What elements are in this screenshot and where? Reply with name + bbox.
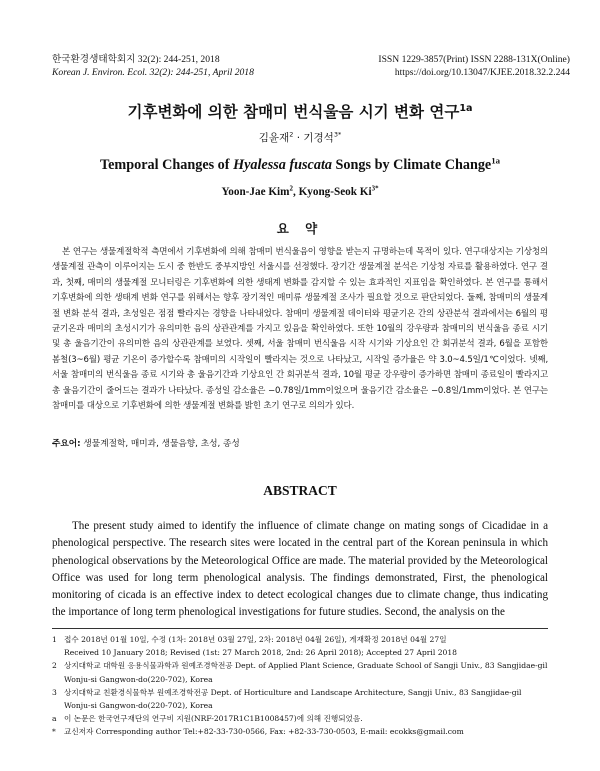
footnote-mark: a xyxy=(52,714,57,724)
footnote-affiliation-3 xyxy=(52,686,552,712)
author-separator: · xyxy=(293,132,304,144)
footnote-text: Wonju-si Gangwon-do(220-702), Korea xyxy=(64,701,213,711)
author-separator-english: , xyxy=(292,186,299,198)
title-english-post: Songs by Climate Change xyxy=(331,157,492,173)
footnotes xyxy=(52,633,552,739)
footnote-text: 이 논문은 한국연구재단의 연구비 지원(NRF-2017R1C1B1008457)에 의해 진행되었음. xyxy=(64,714,363,724)
footnote-divider xyxy=(52,628,548,629)
footnote-mark: 2 xyxy=(52,661,57,671)
author-1-english-affil: 2 xyxy=(289,184,293,193)
doi-link[interactable]: https://doi.org/10.13047/KJEE.2018.32.2.244 xyxy=(394,67,570,78)
title-korean xyxy=(0,100,600,122)
authors-korean xyxy=(0,130,600,145)
footnote-mark: 1 xyxy=(52,635,57,644)
footnote-text: Wonju-si Gangwon-do(220-702), Korea xyxy=(64,674,213,684)
title-english-footnote-mark[interactable]: 1a xyxy=(491,155,501,166)
footnote-text: 상지대학교 대학원 응용식물과학과 원예조경학전공 Dept. of Applied Plant Science, Graduate School of Sangji Univ., 83 Sangjidae-gil xyxy=(64,661,548,671)
author-2-english-affil: 3* xyxy=(371,184,379,193)
footnote-text: 접수 2018년 01월 10일, 수정 (1차: 2018년 03월 27일, 2차: 2018년 04월 26일), 게재확정 2018년 04월 27일 xyxy=(64,635,447,644)
title-english-species: Hyalessa fuscata xyxy=(233,157,332,173)
author-1-korean-affil: 2 xyxy=(289,130,294,139)
title-korean-footnote-mark[interactable]: 1a xyxy=(459,102,473,114)
journal-citation-kr: 한국환경생태학회지 32(2): 244-251, 2018 xyxy=(52,54,220,65)
keywords-label: 주요어: xyxy=(52,439,81,449)
author-2-korean-affil: 3* xyxy=(333,130,342,139)
author-1-english: Yoon-Jae Kim xyxy=(221,186,290,198)
journal-citation-en: Korean J. Environ. Ecol. 32(2): 244-251, April 2018 xyxy=(52,67,254,78)
journal-identifiers xyxy=(378,53,570,79)
keywords xyxy=(52,437,548,449)
footnote-text: 상지대학교 친환경식물학부 원예조경학전공 Dept. of Horticulture and Landscape Architecture, Sangji Univ., 83 Sangjidae-gil xyxy=(64,687,522,697)
title-english xyxy=(0,157,600,174)
keywords-list: 생물계절학, 매미과, 생물음향, 초성, 종성 xyxy=(80,439,240,449)
english-abstract-body: The present study aimed to identify the influence of climate change on mating songs of Cicadidae in a phenological perspective. The research sites were located in the central part of the Korean peninsula in which phenological observations by the Meteorological Office are made. The material provided by the Meteorological Office was used for long term phenological analysis. The findings demonstrated, First, the phenological monitoring of cicada is an effective index to detect ecological changes due to climate change, thus indicating the importance of long term phenological investigations for future studies. Second, the analysis on the xyxy=(52,520,548,619)
korean-abstract-heading: 요 약 xyxy=(276,221,324,236)
footnote-received xyxy=(52,633,552,659)
footnote-text: Received 10 January 2018; Revised (1st: 27 March 2018, 2nd: 26 April 2018); Accepted 27 April 2018 xyxy=(64,648,458,658)
journal-citation xyxy=(52,53,254,79)
author-2-english: Kyong-Seok Ki xyxy=(298,186,372,198)
footnote-corresponding-author xyxy=(52,725,552,738)
author-1-korean: 김윤재 xyxy=(258,132,290,144)
issn: ISSN 1229-3857(Print) ISSN 2288-131X(Online) xyxy=(378,54,570,65)
footnote-affiliation-2 xyxy=(52,659,552,685)
title-korean-text: 기후변화에 의한 참매미 번식울음 시기 변화 연구 xyxy=(127,103,460,121)
korean-abstract-body: 본 연구는 생물계절학적 측면에서 기후변화에 의해 참매미 번식울음이 영향을 받는지 규명하는데 목적이 있다. 연구대상지는 기상청의 생물계절 관측이 이루어지는 도시 중 한반도 중부지방인 서울시를 선정했다. 장기간 생물계절 분석은 기상청 자료를 활용하였다. 연구 결과, 첫째, 매미의 생물계절 모니터링은 기후변화에 의한 생태계 변화를 감지할 수 있는 효과적인 지표임을 확인하였다. 본 연구를 통해서 기후변화에 의한 생태계 변화 연구를 위해서는 향후 장기적인 매미류 생물계절 조사가 필요할 것으로 판단되었다. 둘째, 참매미의 생물계절 변화 분석 결과, 초성일은 점점 빨라지는 경향을 나타내었다. 참매미 생물계절 데이터와 평균기온 간의 상관분석 결과에서는 6월의 평균기온과 매미의 초성시기가 유의미한 음의 상관관계를 가지고 있음을 확인하였다. 또한 10월의 강우량과 참매미의 번식울음 종료 시기 및 총 울음기간이 유의미한 음의 상관관계를 보였다. 셋째, 서울 참매미 번식울음 시작 시기와 기상요인 간 회귀분석 결과, 6월을 포함한 봄철(3~6월) 평균 기온이 증가할수록 참매미의 시작일이 빨라지는 것으로 나타났고, 시작일 증가율은 약 3.0~4.5일/1℃이었다. 넷째, 서울 참매미의 번식울음 종료 시기와 총 울음기간과 기상요인 간 회귀분석 결과, 10월 평균 강우량이 증가하면 참매미 종료일이 빨라지고 총 울음기간이 줄어드는 결과가 나타났다. 종성일 감소율은 −0.78일/1mm이었으며 울음기간 감소율은 −0.8일/1mm이었다. 본 연구는 참매미를 대상으로 기후변화에 의한 생물계절 변화를 밝힌 초기 연구로 의의가 있다. xyxy=(52,247,548,412)
english-abstract-heading: ABSTRACT xyxy=(263,483,337,498)
authors-english xyxy=(0,186,600,198)
footnote-text: 교신저자 Corresponding author Tel:+82-33-730-0566, Fax: +82-33-730-0503, E-mail: ecokks@gmail.com xyxy=(64,727,464,737)
footnote-funding xyxy=(52,712,552,725)
footnote-mark: * xyxy=(52,727,56,737)
author-2-korean: 기경석 xyxy=(303,132,334,144)
footnote-mark: 3 xyxy=(52,687,57,697)
title-english-pre: Temporal Changes of xyxy=(99,157,234,173)
